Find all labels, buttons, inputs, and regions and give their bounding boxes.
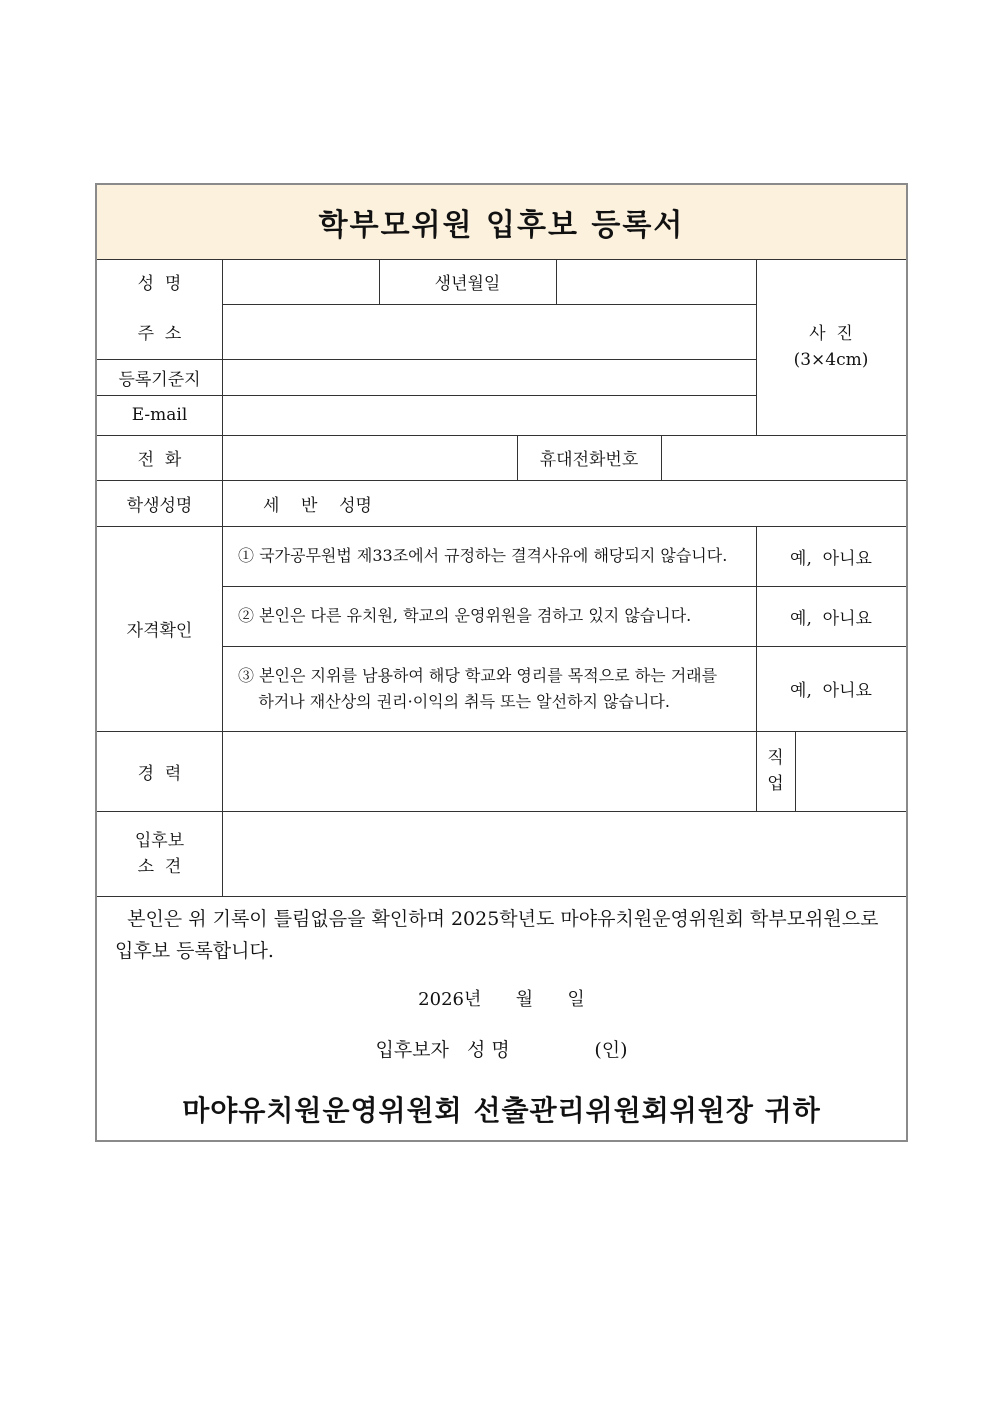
qualification-item-2: ② 본인은 다른 유치원, 학교의 운영위원을 겸하고 있지 않습니다.: [238, 606, 692, 625]
name-label: 성 명: [137, 274, 182, 294]
mobile-field[interactable]: [662, 436, 906, 480]
photo-box[interactable]: [756, 259, 906, 435]
career-label: 경 력: [137, 763, 182, 784]
date-line: 2026년 월 일: [418, 989, 585, 1010]
qualification-item-1: ① 국가공무원법 제33조에서 규정하는 결격사유에 해당되지 않습니다.: [238, 546, 728, 565]
qualification-answer-2[interactable]: 예, 아니요: [790, 608, 872, 629]
qualification-answer-3[interactable]: 예, 아니요: [790, 681, 872, 701]
student-fields[interactable]: 세 반 성명: [263, 495, 372, 516]
grid-line: [97, 896, 906, 897]
form-title: 학부모위원 입후보 등록서: [318, 208, 685, 243]
career-field[interactable]: [223, 732, 756, 811]
addressee: 마야유치원운영위원회 선출관리위원회위원장 귀하: [182, 1094, 821, 1127]
mobile-label: 휴대전화번호: [539, 450, 639, 470]
opinion-field[interactable]: [223, 812, 906, 896]
job-field[interactable]: [796, 732, 906, 811]
qualification-answer-1[interactable]: 예, 아니요: [790, 548, 872, 569]
phone-field[interactable]: [223, 436, 517, 480]
registration-form: [95, 183, 908, 1142]
phone-label: 전 화: [137, 450, 182, 470]
qualification-item-3: ③ 본인은 지위를 남용하여 해당 학교와 영리를 목적으로 하는 거래를 하거나 재산상의 권리·이익의 취득 또는 알선하지 않습니다.: [238, 665, 718, 711]
address-field[interactable]: [223, 305, 756, 359]
photo-label: 사 진: [809, 324, 853, 344]
email-label: E-mail: [131, 405, 188, 425]
name-field[interactable]: [223, 260, 379, 304]
photo-size-label: (3×4cm): [793, 350, 869, 370]
opinion-label: 입후보 소 견: [134, 830, 185, 877]
registry-label: 등록기준지: [118, 369, 201, 390]
registry-field[interactable]: [223, 360, 756, 395]
address-label: 주 소: [137, 324, 182, 344]
declaration-text: 본인은 위 기록이 틀림없음을 확인하며 2025학년도 마야유치원운영위원회 학부모위원으로 입후보 등록합니다.: [115, 908, 885, 962]
qualification-label: 자격확인: [126, 621, 193, 641]
birth-field[interactable]: [557, 260, 756, 304]
email-field[interactable]: [223, 396, 756, 435]
student-label: 학생성명: [126, 495, 193, 516]
signature-line: 입후보자 성 명 (인): [375, 1038, 628, 1061]
birth-label: 생년월일: [434, 274, 501, 294]
job-label: 직 업: [767, 748, 784, 794]
